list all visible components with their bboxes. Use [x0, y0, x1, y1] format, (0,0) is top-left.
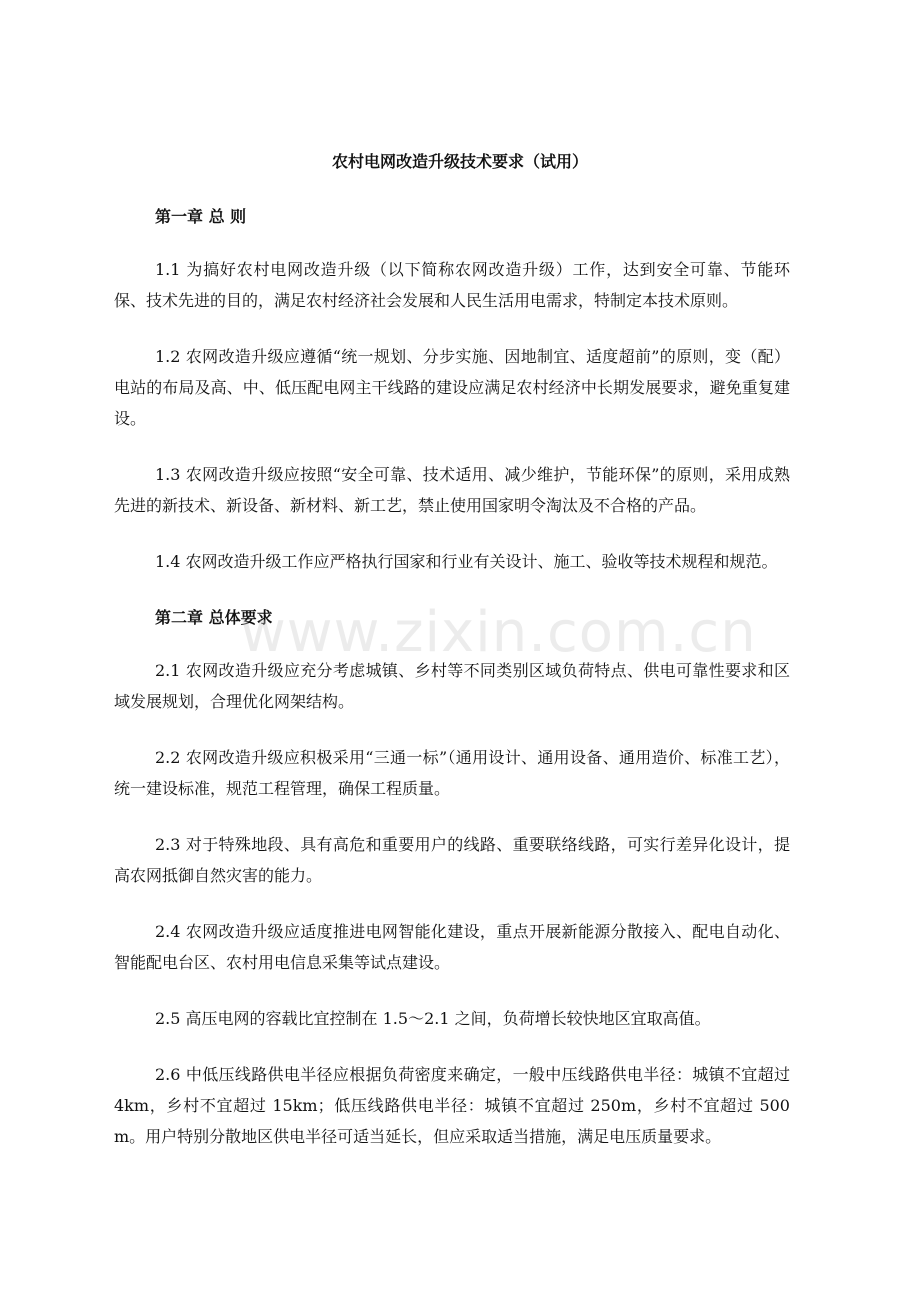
paragraph-1-3: 1.3 农网改造升级应按照“安全可靠、技术适用、减少维护，节能环保”的原则，采用成熟先进的新技术、新设备、新材料、新工艺，禁止使用国家明令淘汰及不合格的产品。	[114, 465, 790, 515]
paragraph-2-5: 2.5 高压电网的容载比宜控制在 1.5～2.1 之间，负荷增长较快地区宜取高值。	[155, 1009, 711, 1028]
chapter-2-heading: 第二章 总体要求	[155, 608, 273, 627]
paragraph-1-1: 1.1 为搞好农村电网改造升级（以下简称农网改造升级）工作，达到安全可靠、节能环保、技术先进的目的，满足农村经济社会发展和人民生活用电需求，特制定本技术原则。	[114, 260, 790, 310]
paragraph-2-1: 2.1 农网改造升级应充分考虑城镇、乡村等不同类别区域负荷特点、供电可靠性要求和区域发展规划，合理优化网架结构。	[114, 661, 790, 711]
paragraph-1-4: 1.4 农网改造升级工作应严格执行国家和行业有关设计、施工、验收等技术规程和规范。	[155, 552, 778, 571]
paragraph-2-2: 2.2 农网改造升级应积极采用“三通一标”（通用设计、通用设备、通用造价、标准工艺），统一建设标准，规范工程管理，确保工程质量。	[114, 748, 790, 798]
paragraph-2-3: 2.3 对于特殊地段、具有高危和重要用户的线路、重要联络线路，可实行差异化设计，提高农网抵御自然灾害的能力。	[114, 835, 790, 885]
watermark: www.zixin.com.cn	[240, 600, 757, 665]
paragraph-2-6: 2.6 中低压线路供电半径应根据负荷密度来确定，一般中压线路供电半径：城镇不宜超过 4km，乡村不宜超过 15km；低压线路供电半径：城镇不宜超过 250m，乡村不宜超过 500m。用户特别分散地区供电半径可适当延长，但应采取适当措施，满足电压质量要求。	[114, 1065, 790, 1146]
document-title: 农村电网改造升级技术要求（试用）	[331, 152, 588, 171]
paragraph-2-4: 2.4 农网改造升级应适度推进电网智能化建设，重点开展新能源分散接入、配电自动化、智能配电台区、农村用电信息采集等试点建设。	[114, 922, 790, 972]
chapter-1-heading: 第一章 总 则	[155, 207, 247, 226]
paragraph-1-2: 1.2 农网改造升级应遵循“统一规划、分步实施、因地制宜、适度超前”的原则，变（配）电站的布局及高、中、低压配电网主干线路的建设应满足农村经济中长期发展要求，避免重复建设。	[114, 347, 790, 428]
